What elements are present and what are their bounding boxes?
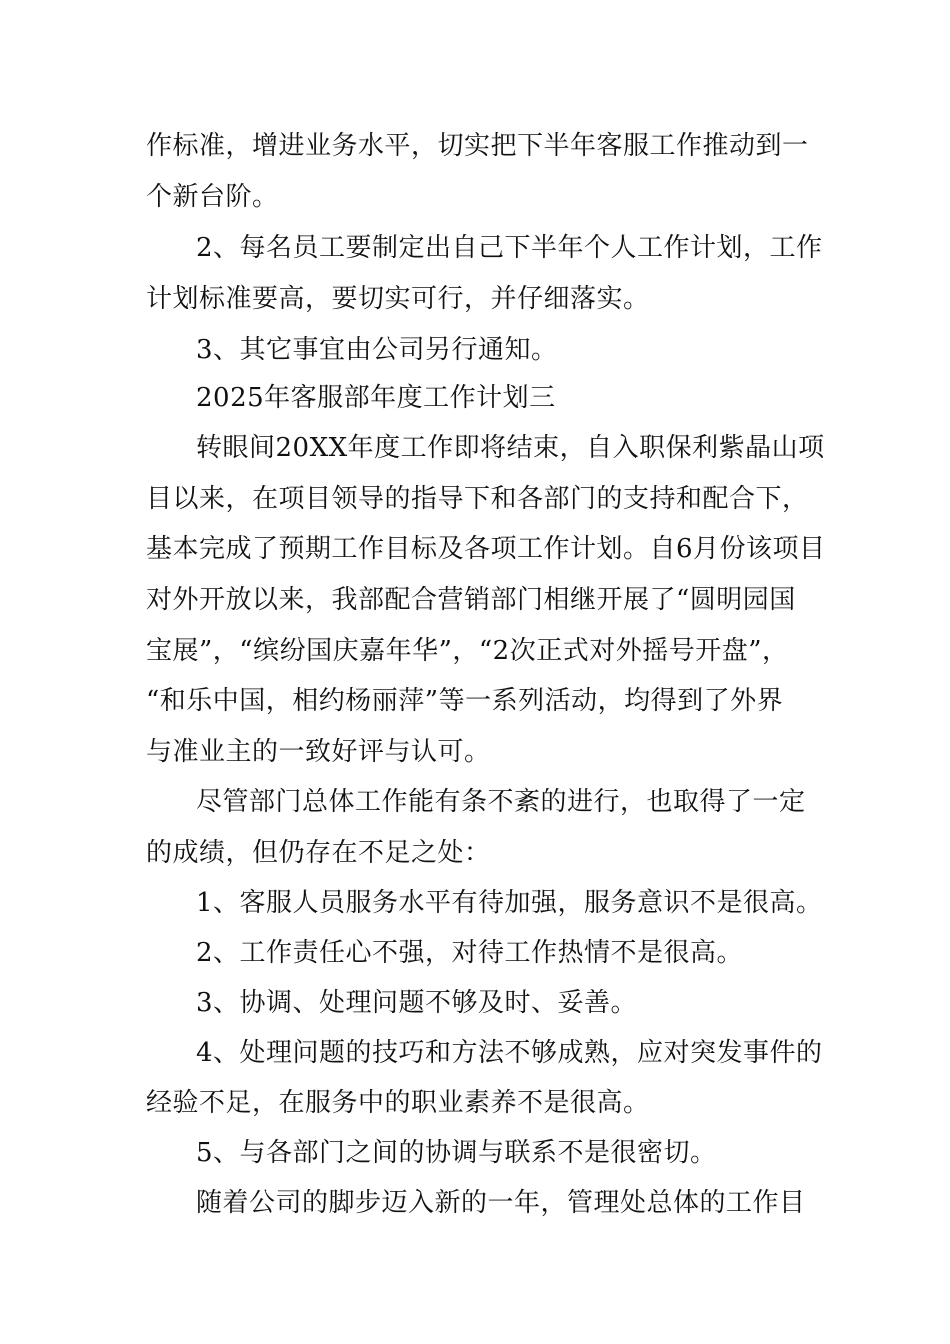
text-line: 转眼间20XX年度工作即将结束，自入职保利紫晶山项 (196, 433, 825, 463)
text-line: 对外开放以来，我部配合营销部门相继开展了“圆明园国 (146, 585, 796, 615)
text-line: 目以来，在项目领导的指导下和各部门的支持和配合下， (146, 484, 809, 514)
text-line: 3、协调、处理问题不够及时、妥善。 (196, 988, 638, 1018)
text-line: 4、处理问题的技巧和方法不够成熟，应对突发事件的 (196, 1038, 823, 1068)
text-line: 的成绩，但仍存在不足之处： (146, 838, 491, 868)
text-line: 基本完成了预期工作目标及各项工作计划。自6月份该项目 (146, 534, 826, 564)
text-line: 与准业主的一致好评与认可。 (146, 737, 491, 767)
text-line: 个新台阶。 (146, 182, 279, 212)
text-line: 2、工作责任心不强，对待工作热情不是很高。 (196, 938, 744, 968)
text-line: 宝展”，“缤纷国庆嘉年华”，“2次正式对外摇号开盘”， (146, 636, 789, 666)
text-line: 3、其它事宜由公司另行通知。 (196, 335, 558, 365)
text-line: 尽管部门总体工作能有条不紊的进行，也取得了一定 (196, 787, 806, 817)
text-line: 1、客服人员服务水平有待加强，服务意识不是很高。 (196, 888, 823, 918)
section-heading: 2025年客服部年度工作计划三 (196, 383, 556, 413)
text-line: 计划标准要高，要切实可行，并仔细落实。 (146, 284, 650, 314)
text-line: 5、与各部门之间的协调与联系不是很密切。 (196, 1138, 717, 1168)
text-line: “和乐中国，相约杨丽萍”等一系列活动，均得到了外界 (146, 686, 784, 716)
text-line: 作标准，增进业务水平，切实把下半年客服工作推动到一 (146, 131, 809, 161)
text-line: 2、每名员工要制定出自己下半年个人工作计划，工作 (196, 233, 823, 263)
text-line: 经验不足，在服务中的职业素养不是很高。 (146, 1088, 650, 1118)
text-line: 随着公司的脚步迈入新的一年，管理处总体的工作目 (196, 1188, 806, 1218)
